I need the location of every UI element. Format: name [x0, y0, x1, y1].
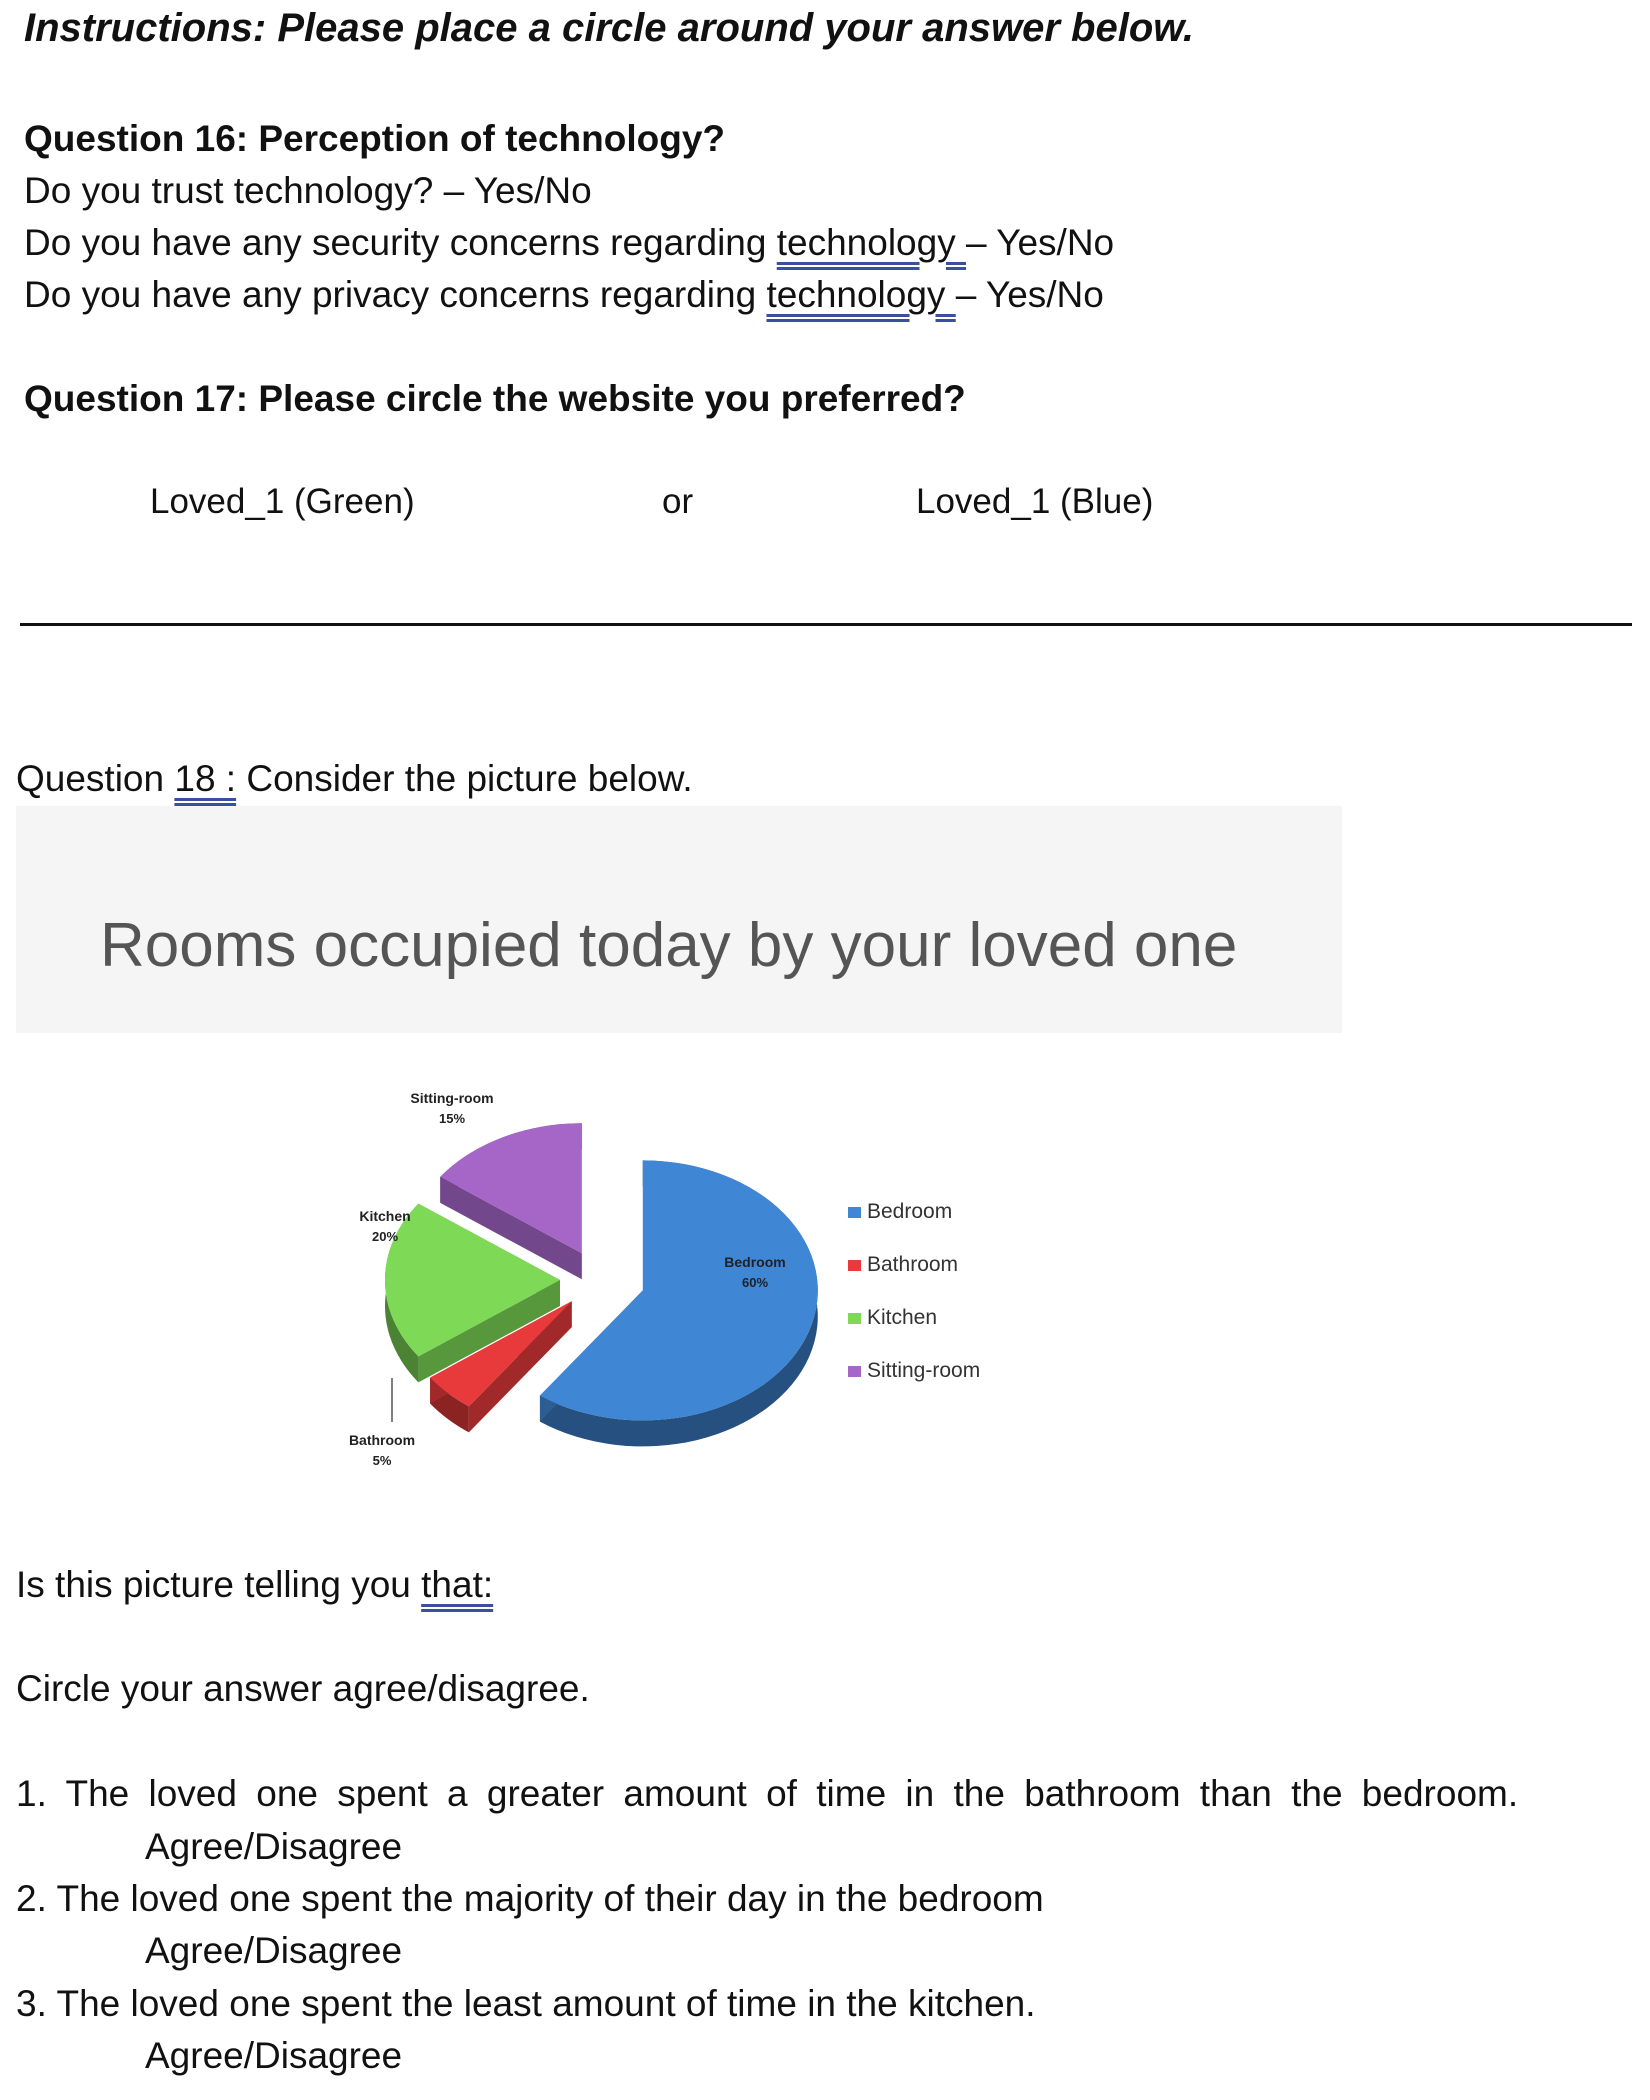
- slice-value-sitting-room: 15%: [438, 1111, 466, 1126]
- picture-question: [16, 1564, 493, 1606]
- slice-label-sitting-room: Sitting-room: [410, 1090, 494, 1106]
- q18-number: 18 :: [174, 758, 237, 799]
- question-18-title: [16, 758, 693, 800]
- legend-swatch-kitchen: [848, 1313, 861, 1324]
- circle-instruction: Circle your answer agree/disagree.: [16, 1668, 590, 1709]
- privacy-text: Do you have any privacy concerns regarding: [24, 274, 767, 315]
- slice-label-bedroom: Bedroom: [724, 1254, 786, 1270]
- legend-swatch-bedroom: [848, 1207, 861, 1218]
- instructions-heading: Instructions: Please place a circle around your answer below.: [24, 6, 1195, 50]
- option-green: Loved_1 (Green): [150, 482, 415, 521]
- statement-3-answer: Agree/Disagree: [145, 2035, 403, 2076]
- legend-swatch-sitting-room: [848, 1366, 861, 1377]
- security-technology: technology: [776, 222, 966, 263]
- legend-swatch-bathroom: [848, 1260, 861, 1271]
- banner-title: Rooms occupied today by your loved one: [100, 911, 1238, 980]
- slice-value-kitchen: 20%: [371, 1229, 399, 1244]
- security-answer: – Yes/No: [966, 222, 1115, 263]
- q18-pre: Question: [16, 758, 175, 799]
- statement-3: 3. The loved one spent the least amount of time in the kitchen.: [16, 1983, 1036, 2024]
- privacy-answer: – Yes/No: [955, 274, 1104, 315]
- statement-1: 1. The loved one spent a greater amount of time in the bathroom than the bedroom.: [16, 1773, 1519, 1814]
- question-16-title: Question 16: Perception of technology?: [24, 118, 726, 159]
- question-17-title: Question 17: Please circle the website you preferred?: [24, 378, 966, 419]
- question-16-privacy: [24, 274, 1104, 316]
- question-16-security: [24, 222, 1114, 264]
- statement-2-answer: Agree/Disagree: [145, 1930, 403, 1971]
- legend-label-bedroom: Bedroom: [867, 1200, 953, 1223]
- slice-value-bedroom: 60%: [741, 1275, 769, 1290]
- pie-chart: [300, 1080, 1060, 1500]
- statement-2: 2. The loved one spent the majority of their day in the bedroom: [16, 1878, 1044, 1919]
- privacy-technology: technology: [766, 274, 956, 315]
- legend-label-bathroom: Bathroom: [867, 1253, 959, 1276]
- slice-label-bathroom: Bathroom: [348, 1432, 416, 1448]
- option-blue: Loved_1 (Blue): [916, 482, 1154, 521]
- statement-1-answer: Agree/Disagree: [145, 1826, 403, 1867]
- question-16-trust: Do you trust technology? – Yes/No: [24, 170, 592, 211]
- legend-label-sitting-room: Sitting-room: [867, 1359, 981, 1382]
- slice-value-bathroom: 5%: [372, 1453, 392, 1468]
- option-or: or: [662, 482, 694, 521]
- picture-question-text: Is this picture telling you: [16, 1564, 422, 1605]
- section-divider: [20, 623, 1632, 626]
- slice-label-kitchen: Kitchen: [359, 1208, 411, 1224]
- security-text: Do you have any security concerns regarding: [24, 222, 777, 263]
- legend-label-kitchen: Kitchen: [867, 1306, 938, 1329]
- q18-post: Consider the picture below.: [236, 758, 693, 799]
- picture-question-that: that:: [421, 1564, 494, 1605]
